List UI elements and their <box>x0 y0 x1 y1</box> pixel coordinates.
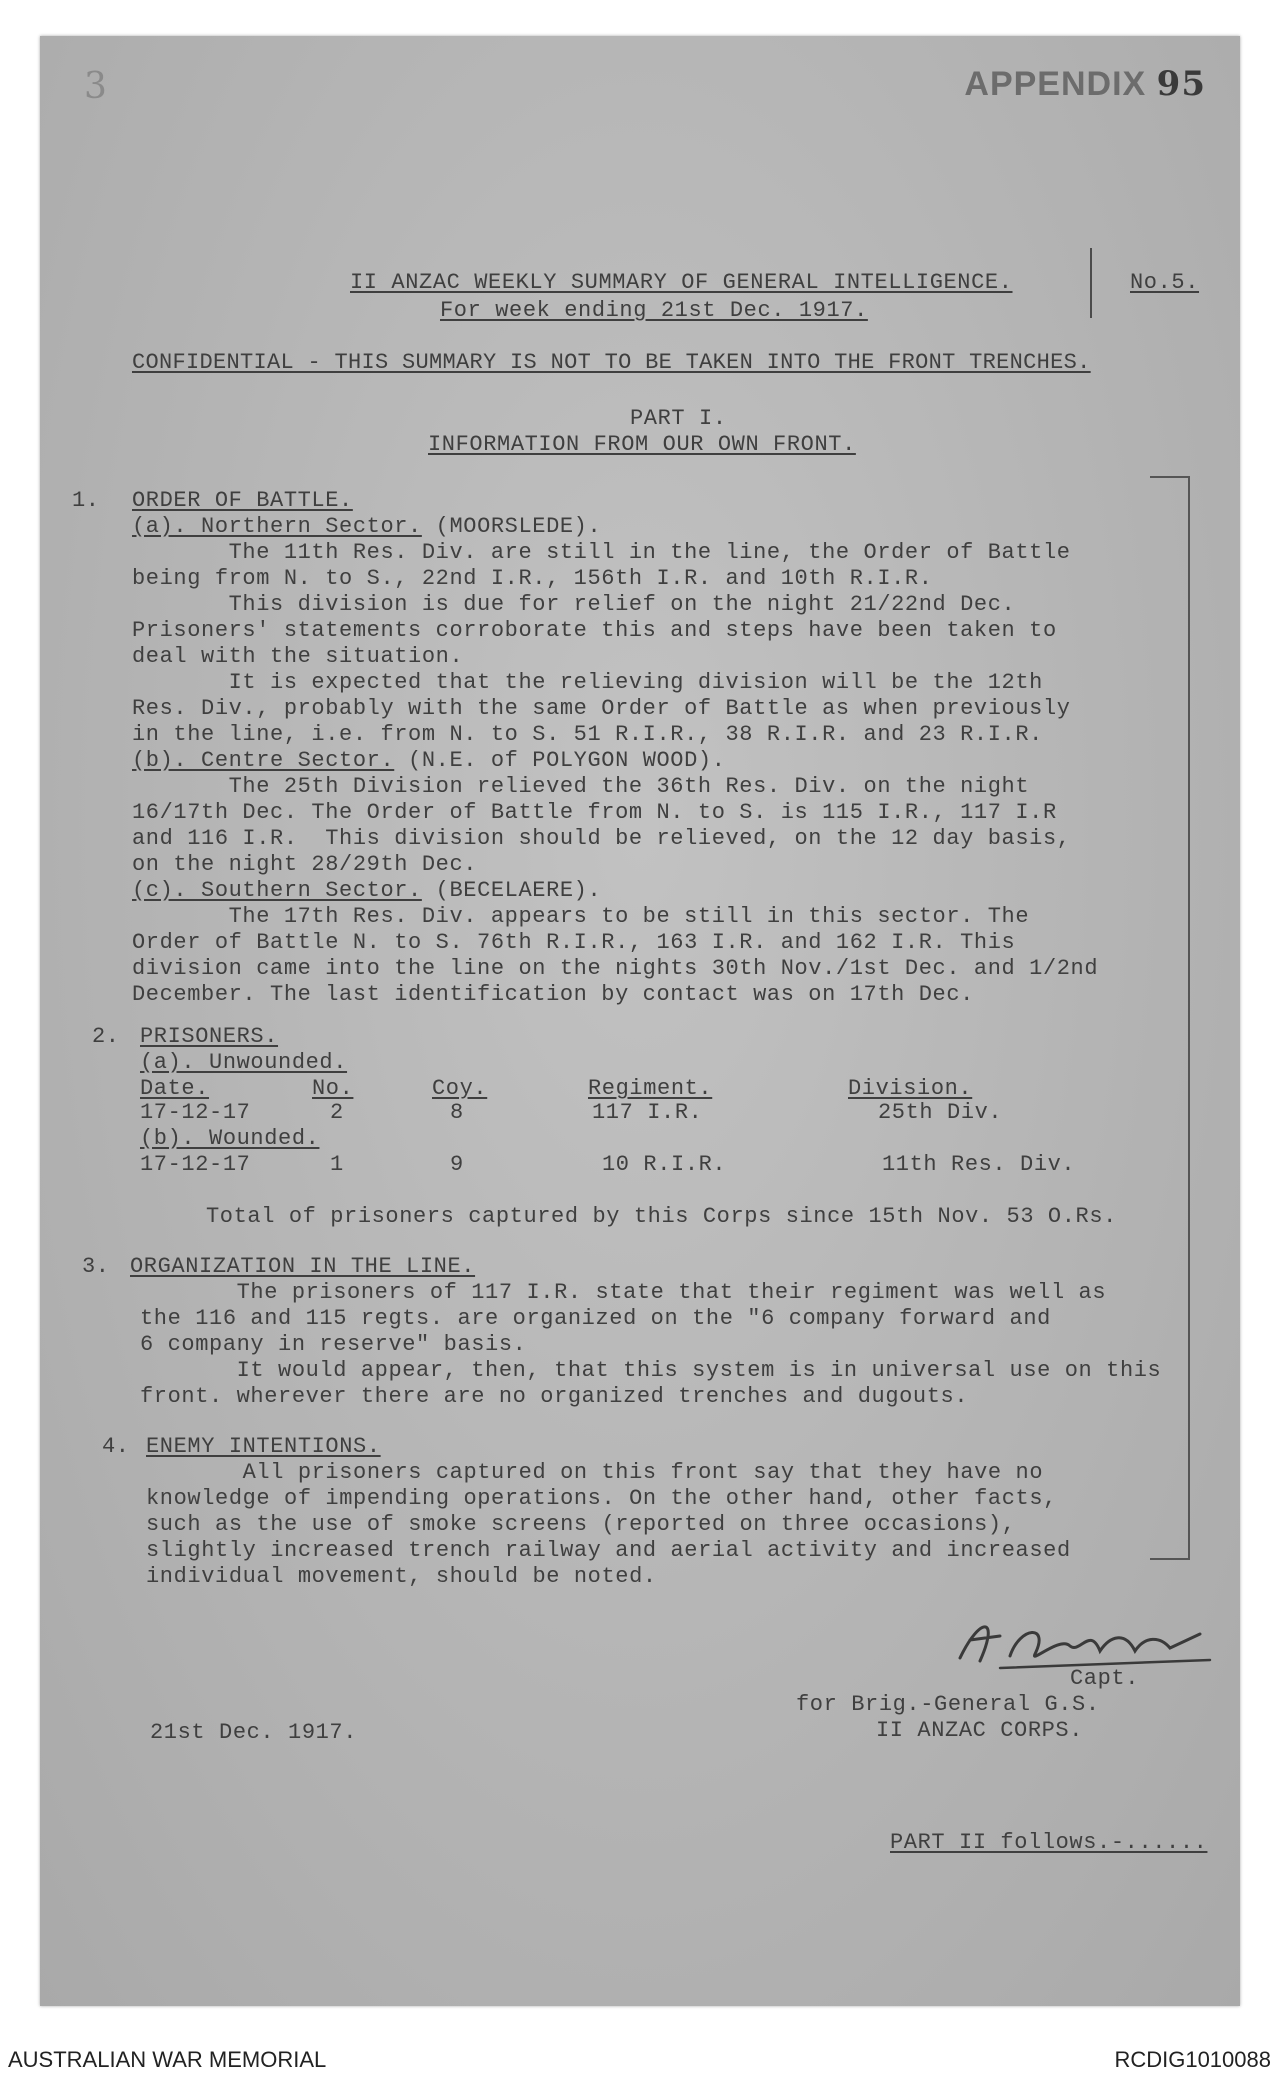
southern-sector-place: (BECELAERE). <box>421 878 602 903</box>
northern-line-2: being from N. to S., 22nd I.R., 156th I.R. and 10th R.I.R. <box>132 566 933 591</box>
southern-sector-label: (c). Southern Sector. <box>132 878 422 903</box>
southern-line-1: The 17th Res. Div. appears to be still in this sector. The <box>132 904 1030 929</box>
centre-line-1: The 25th Division relieved the 36th Res. Div. on the night <box>132 774 1030 799</box>
section3-line-1: The prisoners of 117 I.R. state that their regiment was well as <box>140 1280 1107 1305</box>
col-date: Date. <box>140 1076 210 1101</box>
unwounded-no: 2 <box>330 1100 344 1125</box>
part-title: INFORMATION FROM OUR OWN FRONT. <box>428 432 856 457</box>
unwounded-date: 17-12-17 <box>140 1100 251 1125</box>
section1-title: ORDER OF BATTLE. <box>132 488 353 513</box>
section4-line-3: such as the use of smoke screens (reported on three occasions), <box>146 1512 1016 1537</box>
northern-line-5: deal with the situation. <box>132 644 464 669</box>
document-date: 21st Dec. 1917. <box>150 1720 358 1745</box>
footer-id: RCDIG1010088 <box>1114 2047 1271 2072</box>
centre-sector-place: (N.E. of POLYGON WOOD). <box>394 748 726 773</box>
wounded-division: 11th Res. Div. <box>882 1152 1076 1177</box>
col-coy: Coy. <box>432 1076 488 1101</box>
continuation-text: PART II follows.-...... <box>890 1830 1208 1855</box>
centre-line-4: on the night 28/29th Dec. <box>132 852 478 877</box>
unwounded-label: (a). Unwounded. <box>140 1050 348 1075</box>
section4-line-4: slightly increased trench railway and aerial activity and increased <box>146 1538 1071 1563</box>
signatory-for: for Brig.-General G.S. <box>796 1692 1100 1717</box>
confidential-notice: CONFIDENTIAL - THIS SUMMARY IS NOT TO BE TAKEN INTO THE FRONT TRENCHES. <box>132 350 1091 375</box>
summary-title: II ANZAC WEEKLY SUMMARY OF GENERAL INTELLIGENCE. <box>350 270 1013 295</box>
corner-mark: 3 <box>84 66 107 107</box>
summary-number: No.5. <box>1130 270 1200 295</box>
unwounded-regiment: 117 I.R. <box>592 1100 703 1125</box>
appendix-label: APPENDIX <box>964 65 1147 103</box>
southern-line-2: Order of Battle N. to S. 76th R.I.R., 163 I.R. and 162 I.R. This <box>132 930 1016 955</box>
col-regiment: Regiment. <box>588 1076 713 1101</box>
wounded-no: 1 <box>330 1152 344 1177</box>
northern-sector-label: (a). Northern Sector. <box>132 514 422 539</box>
section4-line-1: All prisoners captured on this front say that they have no <box>146 1460 1044 1485</box>
southern-sector-heading <box>132 878 601 904</box>
wounded-regiment: 10 R.I.R. <box>602 1152 727 1177</box>
section3-line-4: It would appear, then, that this system is in universal use on this <box>140 1358 1162 1383</box>
margin-bracket <box>1150 476 1190 1560</box>
section4-line-2: knowledge of impending operations. On the other hand, other facts, <box>146 1486 1057 1511</box>
section3-title: ORGANIZATION IN THE LINE. <box>130 1254 476 1279</box>
section4-number: 4. <box>102 1434 130 1459</box>
northern-line-3: This division is due for relief on the night 21/22nd Dec. <box>132 592 1016 617</box>
section3-number: 3. <box>82 1254 110 1279</box>
header-divider <box>1090 248 1092 318</box>
section3-line-2: the 116 and 115 regts. are organized on the "6 company forward and <box>140 1306 1051 1331</box>
document-sheet <box>40 36 1240 2006</box>
section1-number: 1. <box>72 488 100 513</box>
centre-sector-heading <box>132 748 726 774</box>
signatory-rank: Capt. <box>1070 1666 1140 1691</box>
unwounded-coy: 8 <box>450 1100 464 1125</box>
unwounded-division: 25th Div. <box>878 1100 1003 1125</box>
section3-line-5: front. wherever there are no organized trenches and dugouts. <box>140 1384 969 1409</box>
col-no: No. <box>312 1076 354 1101</box>
continuation-note <box>890 1830 1207 1856</box>
appendix-number: 95 <box>1156 64 1206 104</box>
section3-line-3: 6 company in reserve" basis. <box>140 1332 527 1357</box>
northern-line-7: Res. Div., probably with the same Order of Battle as when previously <box>132 696 1071 721</box>
northern-line-6: It is expected that the relieving division will be the 12th <box>132 670 1043 695</box>
section4-title: ENEMY INTENTIONS. <box>146 1434 381 1459</box>
summary-subtitle: For week ending 21st Dec. 1917. <box>440 298 868 323</box>
northern-sector-place: (MOORSLEDE). <box>421 514 602 539</box>
wounded-label: (b). Wounded. <box>140 1126 320 1151</box>
centre-line-3: and 116 I.R. This division should be relieved, on the 12 day basis, <box>132 826 1071 851</box>
centre-line-2: 16/17th Dec. The Order of Battle from N. to S. is 115 I.R., 117 I.R <box>132 800 1057 825</box>
appendix-stamp <box>964 64 1206 104</box>
northern-line-1: The 11th Res. Div. are still in the line, the Order of Battle <box>132 540 1071 565</box>
wounded-coy: 9 <box>450 1152 464 1177</box>
signatory-corps: II ANZAC CORPS. <box>876 1718 1084 1743</box>
part-heading: PART I. <box>630 406 727 431</box>
footer-archive: AUSTRALIAN WAR MEMORIAL <box>8 2047 327 2072</box>
southern-line-4: December. The last identification by contact was on 17th Dec. <box>132 982 974 1007</box>
col-division: Division. <box>848 1076 973 1101</box>
northern-line-8: in the line, i.e. from N. to S. 51 R.I.R., 38 R.I.R. and 23 R.I.R. <box>132 722 1043 747</box>
section4-line-5: individual movement, should be noted. <box>146 1564 657 1589</box>
wounded-date: 17-12-17 <box>140 1152 251 1177</box>
section2-number: 2. <box>92 1024 120 1049</box>
section2-title: PRISONERS. <box>140 1024 279 1049</box>
northern-line-4: Prisoners' statements corroborate this and steps have been taken to <box>132 618 1057 643</box>
prisoners-total: Total of prisoners captured by this Corps since 15th Nov. 53 O.Rs. <box>206 1204 1117 1229</box>
southern-line-3: division came into the line on the nights 30th Nov./1st Dec. and 1/2nd <box>132 956 1099 981</box>
centre-sector-label: (b). Centre Sector. <box>132 748 395 773</box>
northern-sector-heading <box>132 514 601 540</box>
